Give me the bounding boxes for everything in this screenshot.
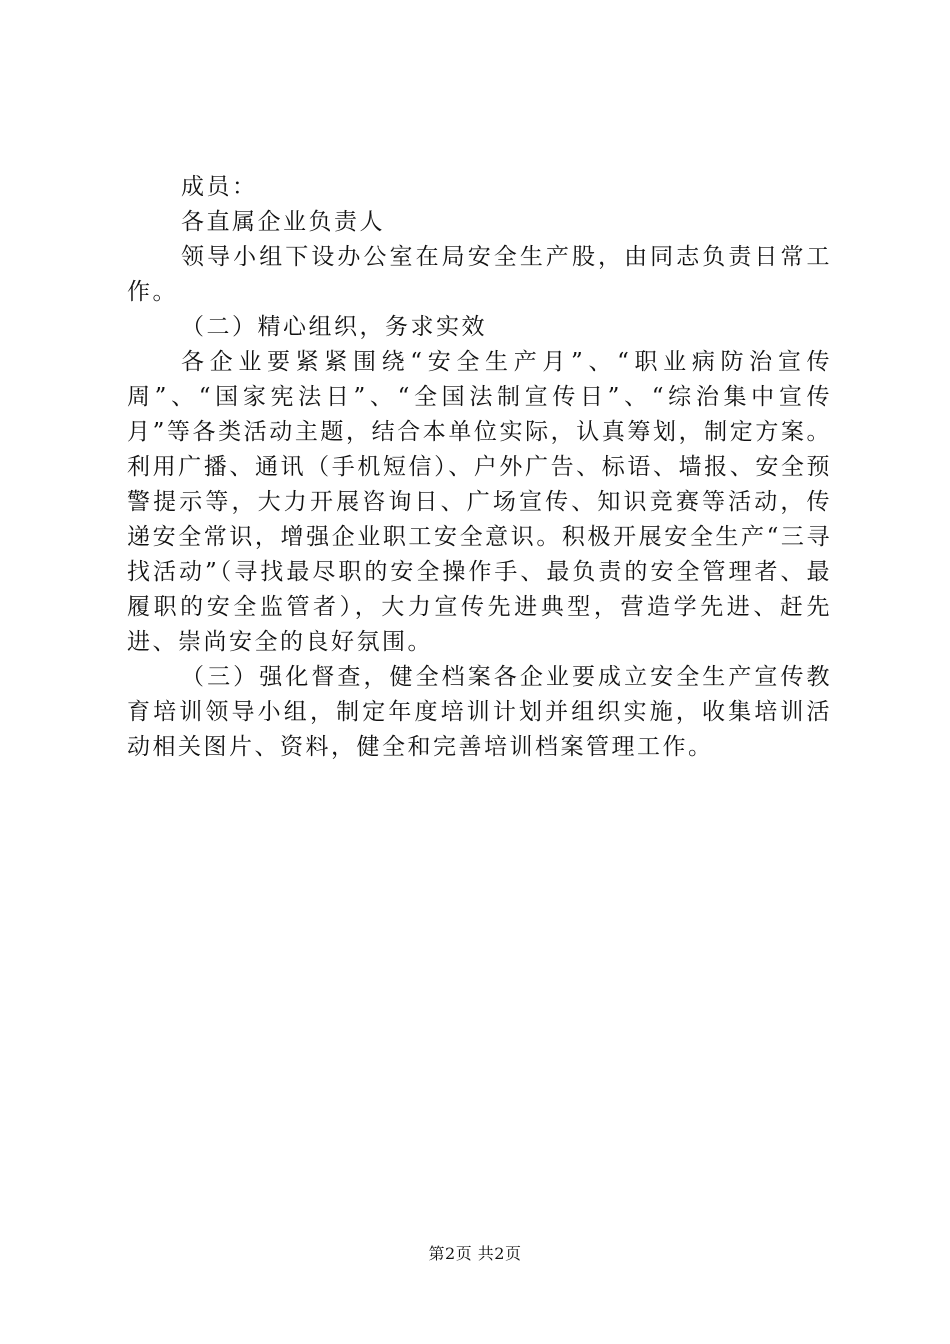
section-heading-2: （二）精心组织，务求实效 <box>181 314 487 340</box>
page-footer <box>0 1243 950 1265</box>
page-number: 第2页 共2页 <box>428 1244 522 1263</box>
section-3-paragraph: （三）强化督查，健全档案各企业要成立安全生产宣传教育培训领导小组，制定年度培训计划并组织实施，收集培训活动相关图片、资料，健全和完善培训档案管理工作。 <box>127 664 832 760</box>
office-paragraph: 领导小组下设办公室在局安全生产股，由同志负责日常工作。 <box>127 244 832 305</box>
document-body <box>127 170 832 765</box>
members-list: 各直属企业负责人 <box>181 209 385 235</box>
section-2-body: 各企业要紧紧围绕“安全生产月”、“职业病防治宣传周”、“国家宪法日”、“全国法制宣传日”、“综治集中宣传月”等各类活动主题，结合本单位实际，认真筹划，制定方案。利用广播、通讯（手机短信）、户外广告、标语、墙报、安全预警提示等，大力开展咨询日、广场宣传、知识竞赛等活动，传递安全常识，增强企业职工安全意识。积极开展安全生产“三寻找活动”（寻找最尽职的安全操作手、最负责的安全管理者、最履职的安全监管者），大力宣传先进典型，营造学先进、赶先进、崇尚安全的良好氛围。 <box>127 349 832 655</box>
members-label: 成员： <box>181 174 258 200</box>
